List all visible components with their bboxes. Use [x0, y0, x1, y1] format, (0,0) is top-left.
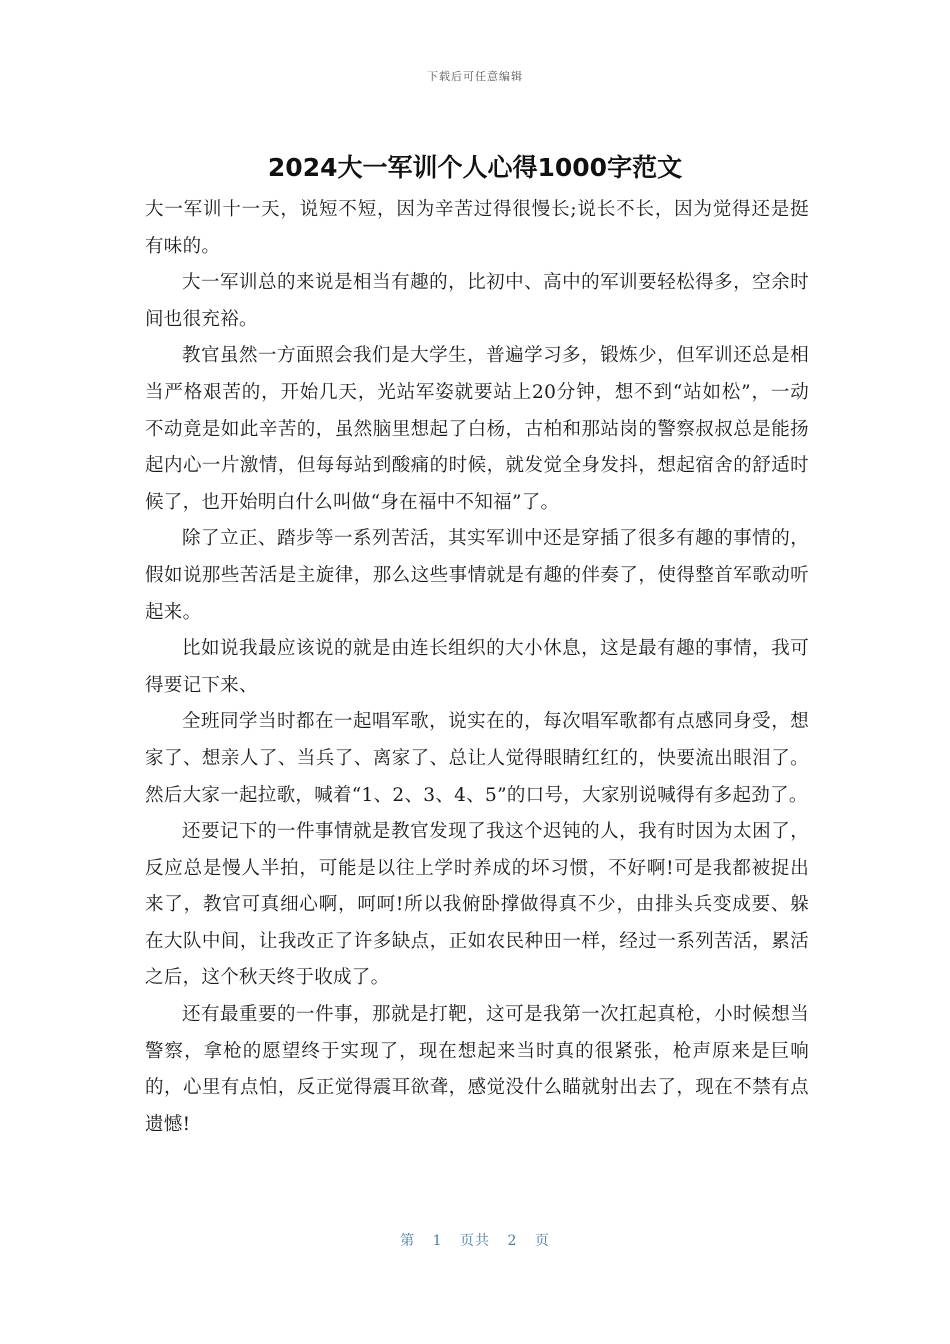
paragraph-3: 教官虽然一方面照会我们是大学生，普遍学习多，锻炼少，但军训还总是相当严格艰苦的，开始几天，光站军姿就要站上20分钟，想不到“站如松”，一动不动竟是如此辛苦的，虽然脑里想起了白杨，古柏和那站岗的警察叔叔总是能扬起内心一片激情，但每每站到酸痛的时候，就发觉全身发抖，想起宿舍的舒适时候了，也开始明白什么叫做“身在福中不知福”了。 — [145, 345, 809, 513]
header-note: 下载后可任意编辑 — [427, 70, 523, 83]
paragraph-6: 全班同学当时都在一起唱军歌，说实在的，每次唱军歌都有点感同身受，想家了、想亲人了、当兵了、离家了、总让人觉得眼睛红红的，快要流出眼泪了。然后大家一起拉歌，喊着“1、2、3、4、5”的口号，大家别说喊得有多起劲了。 — [145, 711, 809, 806]
paragraph-4: 除了立正、踏步等一系列苦活，其实军训中还是穿插了很多有趣的事情的，假如说那些苦活是主旋律，那么这些事情就是有趣的伴奏了，使得整首军歌动听起来。 — [145, 528, 809, 623]
footer-suffix: 页 — [534, 1233, 550, 1249]
page-footer — [0, 1230, 950, 1250]
document-body — [145, 192, 809, 1143]
footer-total-pages: 2 — [507, 1233, 518, 1249]
paragraph-1: 大一军训十一天，说短不短，因为辛苦过得很慢长;说长不长，因为觉得还是挺有味的。 — [145, 199, 809, 257]
paragraph-7: 还要记下的一件事情就是教官发现了我这个迟钝的人，我有时因为太困了，反应总是慢人半拍，可能是以往上学时养成的坏习惯，不好啊!可是我都被捉出来了，教官可真细心啊，呵呵!所以我俯卧撑做得真不少，由排头兵变成要、躲在大队中间，让我改正了许多缺点，正如农民种田一样，经过一系列苦活，累活之后，这个秋天终于收成了。 — [145, 821, 809, 989]
paragraph-2: 大一军训总的来说是相当有趣的，比初中、高中的军训要轻松得多，空余时间也很充裕。 — [145, 272, 809, 330]
paragraph-5: 比如说我最应该说的就是由连长组织的大小休息，这是最有趣的事情，我可得要记下来、 — [145, 638, 809, 696]
footer-prefix: 第 — [400, 1233, 416, 1249]
paragraph-8: 还有最重要的一件事，那就是打靶，这可是我第一次扛起真枪，小时候想当警察，拿枪的愿望终于实现了，现在想起来当时真的很紧张，枪声原来是巨响的，心里有点怕，反正觉得震耳欲聋，感觉没什么瞄就射出去了，现在不禁有点遗憾! — [145, 1004, 809, 1135]
document-title: 2024大一军训个人心得1000字范文 — [267, 153, 683, 182]
footer-middle: 页共 — [460, 1233, 490, 1249]
footer-page-number: 1 — [432, 1233, 443, 1249]
